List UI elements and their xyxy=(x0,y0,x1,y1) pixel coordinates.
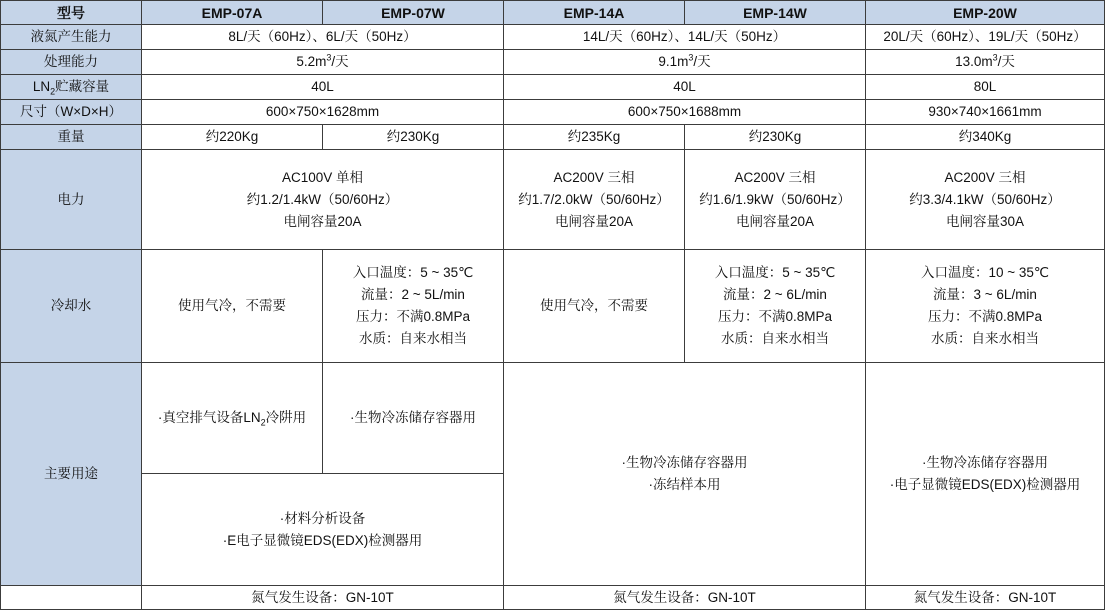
weight-emp-20w: 约340Kg xyxy=(866,125,1105,150)
model-emp-20w: EMP-20W xyxy=(866,1,1105,25)
model-emp-07w: EMP-07W xyxy=(323,1,504,25)
usage-emp-07-shared: ·材料分析设备 ·E电子显微镜EDS(EDX)检测器用 xyxy=(142,474,504,586)
usage-emp-20: ·生物冷冻储存容器用 ·电子显微镜EDS(EDX)检测器用 xyxy=(866,363,1105,586)
weight-row xyxy=(1,125,1105,150)
footer-row xyxy=(1,586,1105,610)
size-label: 尺寸（W×D×H） xyxy=(1,100,142,125)
power-emp-14w: AC200V 三相 约1.6/1.9kW（50/60Hz） 电闸容量20A xyxy=(685,150,866,250)
power-emp-14a: AC200V 三相 约1.7/2.0kW（50/60Hz） 电闸容量20A xyxy=(504,150,685,250)
liquefaction-row xyxy=(1,25,1105,50)
usage-emp-07a: ·真空排气设备$LN_2$冷阱用 xyxy=(142,363,323,474)
model-row xyxy=(1,1,1105,25)
size-emp-07: 600×750×1628mm xyxy=(142,100,504,125)
processing-label: 处理能力 xyxy=(1,50,142,75)
power-label: 电力 xyxy=(1,150,142,250)
cooling-label: 冷却水 xyxy=(1,250,142,363)
cooling-emp-14w: 入口温度：5 ~ 35℃ 流量：2 ~ 6L/min 压力：不满0.8MPa 水质：自来水相当 xyxy=(685,250,866,363)
cooling-emp-07w: 入口温度：5 ~ 35℃ 流量：2 ~ 5L/min 压力：不满0.8MPa 水质：自来水相当 xyxy=(323,250,504,363)
size-row xyxy=(1,100,1105,125)
liquefaction-emp-14: 14L/天（60Hz）、14L/天（50Hz） xyxy=(504,25,866,50)
storage-row xyxy=(1,75,1105,100)
usage-row-1 xyxy=(1,363,1105,474)
liquefaction-emp-20: 20L/天（60Hz）、19L/天（50Hz） xyxy=(866,25,1105,50)
weight-emp-14a: 约235Kg xyxy=(504,125,685,150)
model-emp-14w: EMP-14W xyxy=(685,1,866,25)
weight-emp-14w: 约230Kg xyxy=(685,125,866,150)
weight-label: 重量 xyxy=(1,125,142,150)
cooling-emp-07a: 使用气冷，不需要 xyxy=(142,250,323,363)
cooling-emp-14a: 使用气冷，不需要 xyxy=(504,250,685,363)
weight-emp-07w: 约230Kg xyxy=(323,125,504,150)
size-emp-14: 600×750×1688mm xyxy=(504,100,866,125)
cooling-row xyxy=(1,250,1105,363)
processing-row xyxy=(1,50,1105,75)
storage-emp-20: 80L xyxy=(866,75,1105,100)
footer-emp-20: 氮气发生设备：GN-10T xyxy=(866,586,1105,610)
processing-emp-20: $13.0m^3/$天 xyxy=(866,50,1105,75)
model-emp-07a: EMP-07A xyxy=(142,1,323,25)
model-label: 型号 xyxy=(1,1,142,25)
footer-emp-14: 氮气发生设备：GN-10T xyxy=(504,586,866,610)
storage-label: $LN_2$贮藏容量 xyxy=(1,75,142,100)
cooling-emp-20w: 入口温度：10 ~ 35℃ 流量：3 ~ 6L/min 压力：不满0.8MPa 水质：自来水相当 xyxy=(866,250,1105,363)
footer-emp-07: 氮气发生设备：GN-10T xyxy=(142,586,504,610)
usage-emp-07w: ·生物冷冻储存容器用 xyxy=(323,363,504,474)
liquefaction-label: 液氮产生能力 xyxy=(1,25,142,50)
processing-emp-07: $5.2m^3/$天 xyxy=(142,50,504,75)
processing-emp-14: $9.1m^3/$天 xyxy=(504,50,866,75)
model-emp-14a: EMP-14A xyxy=(504,1,685,25)
usage-label: 主要用途 xyxy=(1,363,142,586)
power-row xyxy=(1,150,1105,250)
storage-emp-14: 40L xyxy=(504,75,866,100)
size-emp-20: 930×740×1661mm xyxy=(866,100,1105,125)
storage-emp-07: 40L xyxy=(142,75,504,100)
power-emp-20w: AC200V 三相 约3.3/4.1kW（50/60Hz） 电闸容量30A xyxy=(866,150,1105,250)
usage-emp-14: ·生物冷冻储存容器用 ·冻结样本用 xyxy=(504,363,866,586)
liquefaction-emp-07: 8L/天（60Hz）、6L/天（50Hz） xyxy=(142,25,504,50)
weight-emp-07a: 约220Kg xyxy=(142,125,323,150)
power-emp-07: AC100V 单相 约1.2/1.4kW（50/60Hz） 电闸容量20A xyxy=(142,150,504,250)
footer-blank xyxy=(1,586,142,610)
